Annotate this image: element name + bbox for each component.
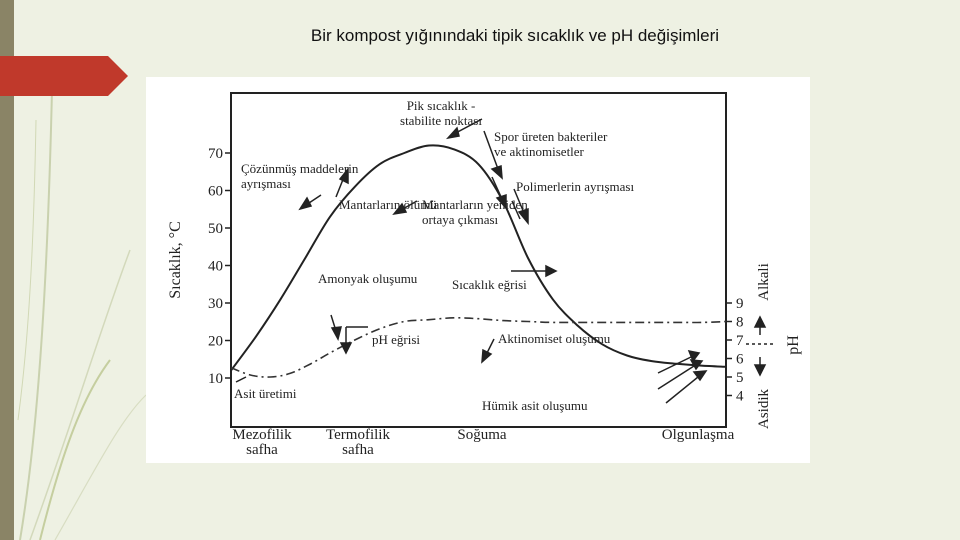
y-tick-label: 20 xyxy=(208,333,223,350)
phase-labels xyxy=(232,427,734,458)
phase-label: Olgunlaşma xyxy=(661,427,735,443)
compost-chart-figure xyxy=(146,77,810,463)
accent-tab xyxy=(0,56,128,96)
ph-axis-label: pH xyxy=(785,335,802,355)
annotation-ph-curve: pH eğrisi xyxy=(372,332,421,347)
alkali-label: Alkali xyxy=(756,263,772,301)
annotation-polymer: Polimerlerin ayrışması xyxy=(516,179,635,194)
y-tick-label: 40 xyxy=(208,258,223,275)
y-tick-label: 70 xyxy=(208,146,223,162)
y-tick-label: 30 xyxy=(208,296,223,312)
ph-tick-label: 9 xyxy=(736,296,744,312)
annotation-dissolved: Çözünmüş maddelerin ayrışması xyxy=(241,161,359,191)
acidic-label: Asidik xyxy=(756,388,772,430)
annotation-temp-curve: Sıcaklık eğrisi xyxy=(452,277,527,292)
annotation-humic: Hümik asit oluşumu xyxy=(482,398,588,413)
slide-title: Bir kompost yığınındaki tipik sıcaklık ve pH değişimleri xyxy=(310,26,720,45)
ph-curve xyxy=(231,318,726,377)
compost-chart xyxy=(146,77,810,463)
ph-tick-label: 7 xyxy=(736,333,744,349)
annotation-fungi-return: Mantarların yeniden ortaya çıkması xyxy=(422,197,528,227)
annotation-ammonia: Amonyak oluşumu xyxy=(318,271,418,286)
annotation-spore: Spor üreten bakteriler ve aktinomisetler xyxy=(494,129,608,159)
phase-label: Termofilik safha xyxy=(326,427,390,458)
ph-tick-label: 4 xyxy=(736,388,744,405)
annotation-fungi-death: Mantarların ölümü xyxy=(339,197,437,212)
annotation-peak: Pik sıcaklık -stabilite noktası xyxy=(400,98,482,128)
ph-tick-label: 8 xyxy=(736,314,744,331)
annotation-actinomycete: Aktinomiset oluşumu xyxy=(498,331,611,346)
ph-tick-label: 5 xyxy=(736,370,744,386)
phase-label: Mezofilik safha xyxy=(232,427,292,458)
phase-label: Soğuma xyxy=(457,427,507,443)
temperature-curve xyxy=(231,145,726,370)
ph-tick-label: 6 xyxy=(736,351,744,368)
y-axis-label: Sıcaklık, °C xyxy=(167,221,184,299)
y-tick-label: 50 xyxy=(208,221,223,237)
y-tick-label: 10 xyxy=(208,371,223,387)
y-tick-label: 60 xyxy=(208,183,223,200)
annotation-acid: Asit üretimi xyxy=(234,386,297,401)
